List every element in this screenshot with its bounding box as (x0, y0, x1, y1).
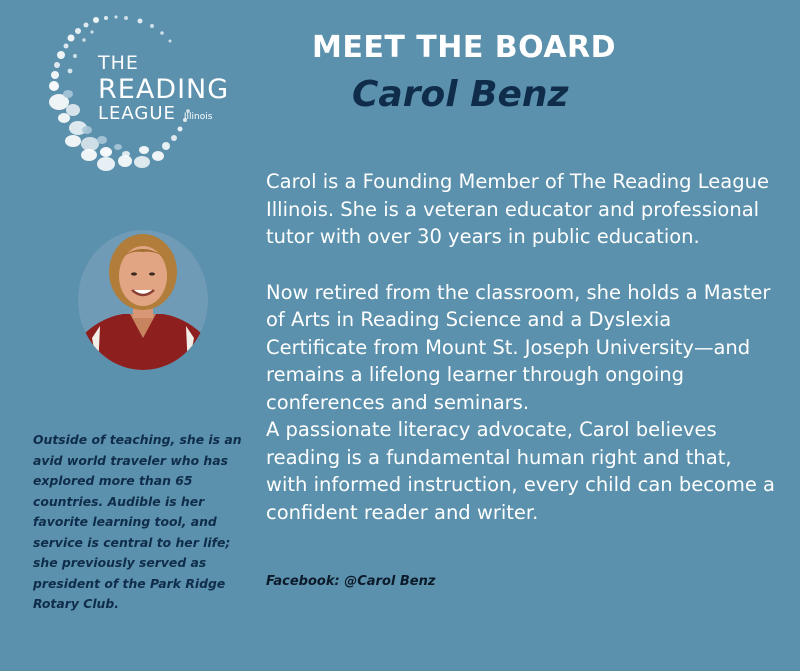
member-portrait (78, 230, 208, 370)
logo-wordmark (98, 54, 229, 123)
bio-paragraph-1: Carol is a Founding Member of The Reading League Illinois. She is a veteran educator and professional tutor with over 30 years in public education. (266, 170, 769, 248)
bio-paragraph-3: A passionate literacy advocate, Carol believes reading is a fundamental human right and that, with informed instruction, every child can become a confident reader and writer. (266, 418, 775, 524)
page-title: MEET THE BOARD (312, 30, 617, 65)
facebook-handle: Facebook: @Carol Benz (266, 574, 436, 589)
logo-line-league (98, 105, 229, 123)
logo-line-the: THE (98, 52, 139, 74)
personal-note: Outside of teaching, she is an avid world traveler who has explored more than 65 countries. Audible is her favorite learning tool, and service is central to her life; she previously served as president of the Park Ridge Rotary Club. (33, 432, 242, 611)
logo-line-reading: READING (98, 74, 230, 105)
logo-state: Illinois (183, 112, 213, 122)
biography (266, 168, 776, 526)
reading-league-logo (40, 14, 230, 176)
bio-paragraph-2: Now retired from the classroom, she holds a Master of Arts in Reading Science and a Dyslexia Certificate from Mount St. Joseph University—and remains a lifelong learner through ongoing conferences and seminars. (266, 280, 771, 414)
paragraph-spacer (266, 251, 776, 279)
logo-league-text: LEAGUE (98, 103, 176, 124)
portrait-image (78, 230, 208, 370)
member-name: Carol Benz (352, 74, 569, 115)
